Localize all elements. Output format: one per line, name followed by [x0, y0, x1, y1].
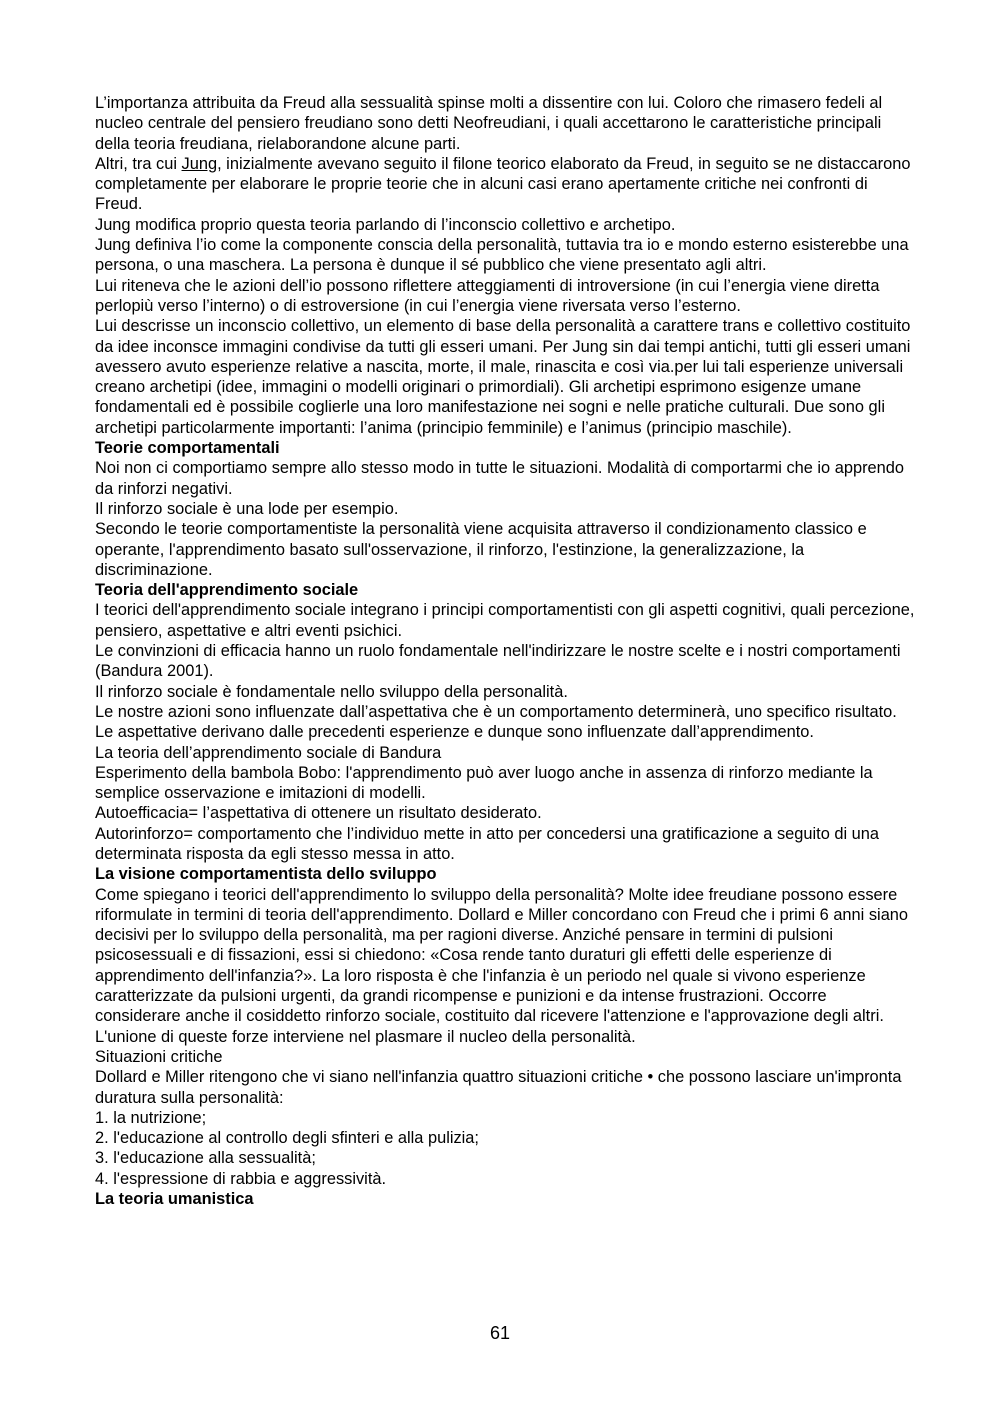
section-heading-comportamentali: Teorie comportamentali — [95, 439, 280, 458]
paragraph — [95, 154, 915, 215]
section-heading-sociale: Teoria dell'apprendimento sociale — [95, 581, 359, 600]
paragraph: Dollard e Miller ritengono che vi siano nell'infanzia quattro situazioni critiche • che possono lasciare un'impronta duratura sulla personalità: — [95, 1068, 902, 1107]
paragraph: Noi non ci comportiamo sempre allo stesso modo in tutte le situazioni. Modalità di comportarmi che io apprendo da rinforzi negativi. — [95, 459, 904, 498]
paragraph: Le nostre azioni sono influenzate dall’aspettativa che è un comportamento determinerà, uno specifico risultato. Le aspettative derivano dalle precedenti esperienze e dunque sono influenzate dall’apprendimento. — [95, 702, 897, 742]
paragraph: Autorinforzo= comportamento che l’individuo mette in atto per concedersi una gratificazione a seguito di una determinata risposta da egli stesso messa in atto. — [95, 824, 880, 863]
paragraph: L’importanza attribuita da Freud alla sessualità spinse molti a dissentire con lui. Coloro che rimasero fedeli al nucleo centrale del pensiero freudiano sono detti Neofreudiani, i quali accettarono le caratteristiche principali della teoria freudiana, rielaborandone alcune parti. — [95, 94, 883, 153]
paragraph: Situazioni critiche — [95, 1047, 223, 1066]
paragraph: Le convinzioni di efficacia hanno un ruolo fondamentale nell'indirizzare le nostre scelte e i nostri comportamenti (Bandura 2001). — [95, 642, 901, 681]
paragraph: Esperimento della bambola Bobo: l'apprendimento può aver luogo anche in assenza di rinforzo mediante la semplice osservazione e imitazioni di modelli. — [95, 763, 873, 803]
paragraph: Jung modifica proprio questa teoria parlando di l’inconscio collettivo e archetipo. — [95, 215, 676, 234]
list-item: 1. la nutrizione; — [95, 1108, 207, 1127]
list-item: 3. l'educazione alla sessualità; — [95, 1149, 316, 1168]
paragraph: Il rinforzo sociale è una lode per esempio. — [95, 499, 399, 518]
paragraph: Secondo le teorie comportamentiste la personalità viene acquisita attraverso il condizionamento classico e operante, l'apprendimento basato sull'osservazione, il rinforzo, l'estinzione, la generalizzazione, la discriminazione. — [95, 520, 867, 579]
paragraph: La teoria dell’apprendimento sociale di Bandura — [95, 743, 442, 762]
paragraph: Autoefficacia= l’aspettativa di ottenere un risultato desiderato. — [95, 804, 542, 823]
paragraph-text: Altri, tra cui — [95, 154, 182, 173]
section-heading-umanistica: La teoria umanistica — [95, 1190, 254, 1209]
list-item: 4. l'espressione di rabbia e aggressività. — [95, 1169, 387, 1188]
jung-link[interactable]: Jung — [181, 154, 218, 173]
paragraph: Come spiegano i teorici dell'apprendimento lo sviluppo della personalità? Molte idee freudiane possono essere riformulate in termini di teoria dell'apprendimento. Dollard e Miller concordano con Freud che i primi 6 anni siano decisivi per lo sviluppo della personalità, ma per ragioni diverse. Anziché pensare in termini di pulsioni psicosessuali e di fissazioni, essi si chiedono: «Cosa rende tanto duraturi gli effetti delle esperienze di apprendimento dell'infanzia?». La loro risposta è che l'infanzia è un periodo nel quale si vivono esperienze caratterizzate da pulsioni urgenti, da grandi ricompense e punizioni e da intense frustrazioni. Occorre considerare anche il cosiddetto rinforzo sociale, costituito dal ricevere l'attenzione e l'approvazione degli altri. L'unione di queste forze interviene nel plasmare il nucleo della personalità. — [95, 885, 909, 1046]
paragraph: Lui riteneva che le azioni dell’io possono riflettere atteggiamenti di introversione (in cui l’energia viene diretta perlopiù verso l’interno) o di estroversione (in cui l’energia viene riversata verso l’esterno. — [95, 276, 880, 315]
paragraph: I teorici dell'apprendimento sociale integrano i principi comportamentisti con gli aspetti cognitivi, quali percezione, pensiero, aspettative e altri eventi psichici. — [95, 601, 915, 640]
paragraph: Lui descrisse un inconscio collettivo, un elemento di base della personalità a carattere trans e collettivo costituito da idee inconsce immagini condivise da tutti gli esseri umani. Per Jung sin dai tempi antichi, tutti gli esseri umani avessero avuto esperienze relative a nascita, morte, il male, rinascita e così via.per lui tali esperienze universali creano archetipi (idee, immagini o modelli originari o primordiali). Gli archetipi esprimono esigenze umane fondamentali ed è possibile coglierle una loro manifestazione nei sogni e nelle pratiche culturali. Due sono gli archetipi particolarmente importanti: l’anima (principio femminile) e l’animus (principio maschile). — [95, 317, 911, 437]
paragraph-text: , inizialmente avevano seguito il filone teorico elaborato da Freud, in seguito se ne distaccarono completamente per elaborare le proprie teorie che in alcuni casi erano apertamente critiche nei confronti di Freud. — [95, 154, 911, 214]
paragraph: Jung definiva l’io come la componente conscia della personalità, tuttavia tra io e mondo esterno esisterebbe una persona, o una maschera. La persona è dunque il sé pubblico che viene presentato agli altri. — [95, 236, 909, 275]
paragraph: Il rinforzo sociale è fondamentale nello sviluppo della personalità. — [95, 682, 568, 701]
document-page — [95, 93, 915, 1209]
list-item: 2. l'educazione al controllo degli sfinteri e alla pulizia; — [95, 1129, 479, 1148]
section-heading-sviluppo: La visione comportamentista dello sviluppo — [95, 865, 437, 884]
page-number: 61 — [489, 1323, 511, 1343]
